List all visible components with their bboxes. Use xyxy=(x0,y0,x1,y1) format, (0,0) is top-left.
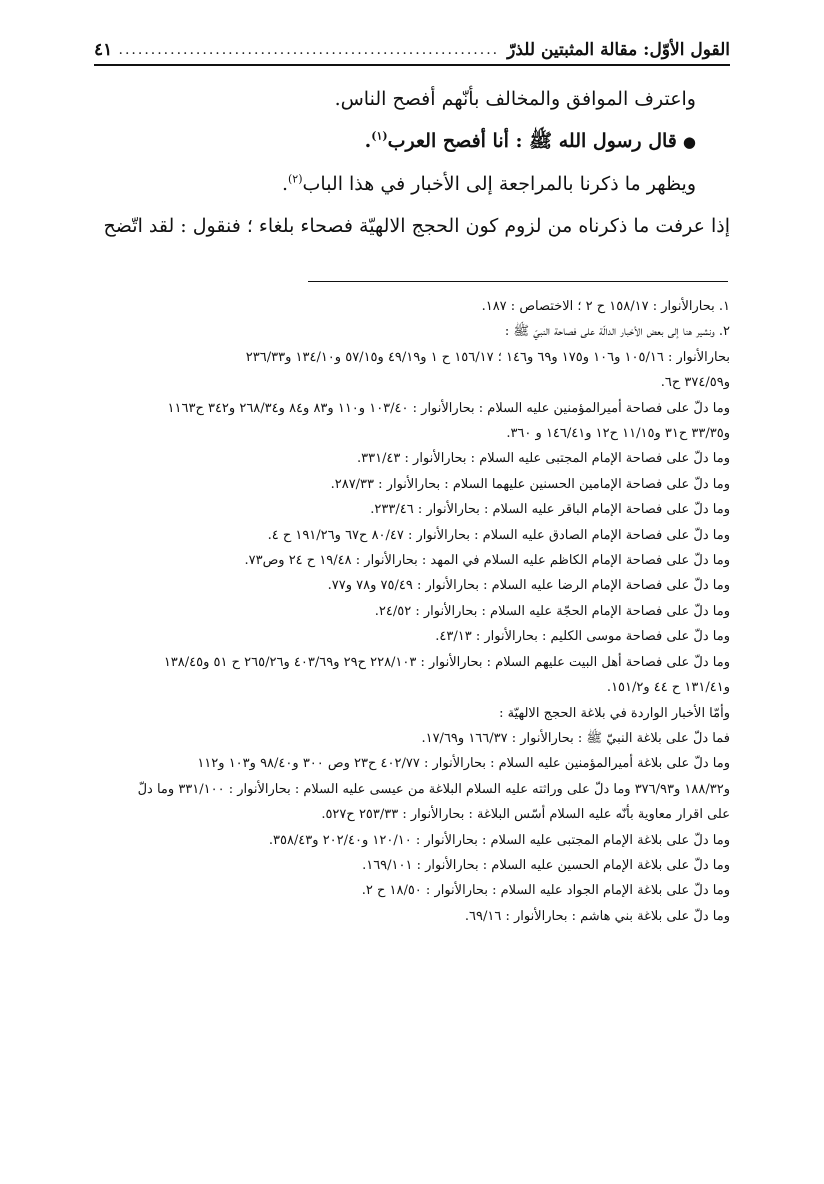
leader-dots xyxy=(116,42,499,58)
chapter-title: القول الأوّل: مقالة المثبتين للذرّ xyxy=(507,40,730,60)
text-line: واعترف الموافق والمخالف بأنّهم أفصح الناس. xyxy=(334,88,696,110)
footnote-line: وما دلّ على فصاحة الإمام المجتبى عليه السلام : بحارالأنوار : ٣٣١/٤٣. xyxy=(356,451,730,467)
footnotes xyxy=(94,294,730,929)
footnote-line: وما دلّ على بلاغة أميرالمؤمنين عليه السلام : بحارالأنوار : ٤٠٢/٧٧ ح٢٣ وص ٣٠٠ و٩٨/٤٠ و١٠٣ و١١٢ xyxy=(197,756,730,772)
footnote-line: وأمّا الأخبار الواردة في بلاغة الحجج الالهيّة : xyxy=(499,705,730,721)
running-header xyxy=(94,34,730,66)
footnote-line: على اقرار معاوية بأنّه عليه السلام أسّس البلاغة : بحارالأنوار : ٢٥٣/٣٣ ح٥٢٧. xyxy=(321,807,730,823)
footnote-line: و١٨٨/٣٢ و٣٧٦/٩٣ وما دلّ على وراثته عليه السلام البلاغة من عيسى عليه السلام : بحارالأنوار : ٣٣١/١٠٠ وما دلّ xyxy=(137,781,730,797)
footnote-ref[interactable]: (٢) xyxy=(288,172,303,186)
footnote-line: و٣٣/٣٥ ح٣١ و١١/١٥ ح١٢ و١٤٦/٤١ و ٣٦٠. xyxy=(506,426,730,442)
footnote-ref[interactable]: (١) xyxy=(371,129,388,143)
footnote-line: وما دلّ على بلاغة الإمام الحسين عليه السلام : بحارالأنوار : ١٦٩/١٠١. xyxy=(362,857,730,873)
bullet-icon: ● xyxy=(682,133,696,151)
footnote-line: ١. بحارالأنوار : ١٥٨/١٧ ح ٢ ؛ الاختصاص : ١٨٧. xyxy=(481,299,730,314)
hadith-line: ●قال رسول الله ﷺ : أنا أفصح العرب$^{(١)}$. xyxy=(364,129,696,152)
footnote-line: ٢. ونشير هنا إلى بعض الأخبار الدالّة على فصاحة النبيّ ﷺ : xyxy=(504,324,730,340)
footnote-line: وما دلّ على فصاحة الإمام الكاظم عليه السلام في المهد : بحارالأنوار : ١٩/٤٨ ح ٢٤ وص٧٣. xyxy=(244,553,730,569)
footnote-line: وما دلّ على فصاحة أهل البيت عليهم السلام : بحارالأنوار : ٢٢٨/١٠٣ ح٢٩ و٤٠٣/٦٩ و٢٦٥/٢٦ ح ٥١ و١٣٨/٤٥ xyxy=(163,654,730,670)
footnote-line: بحارالأنوار : ١٠٥/١٦ و١٠٦ و١٧٥ و٦٩ و١٤٦ ؛ ١٥٦/١٧ ح ١ و٤٩/١٩ و٥٧/١٥ و١٣٤/١٠ و٢٣٦/٣٣ xyxy=(245,349,730,365)
text-line: إذا عرفت ما ذكرناه من لزوم كون الحجج الالهيّة فصحاء بلغاء ؛ فنقول : لقد اتّضح xyxy=(103,215,730,237)
footnote-line: وما دلّ على فصاحة الإمام الحجّة عليه السلام : بحارالأنوار : ٢٤/٥٢. xyxy=(374,603,730,619)
page-number: ٤١ xyxy=(94,40,113,60)
footnote-line: وما دلّ على فصاحة الإمام الرضا عليه السلام : بحارالأنوار : ٧٥/٤٩ و٧٨ و٧٧. xyxy=(327,578,730,594)
footnote-line: وما دلّ على فصاحة أميرالمؤمنين عليه السلام : بحارالأنوار : ١٠٣/٤٠ و١١٠ و٨٣ و٨٤ و٢٦٨/٣٤ و٣٤٢ ح١١٦٣ xyxy=(167,400,730,416)
text-line: ويظهر ما ذكرنا بالمراجعة إلى الأخبار في هذا الباب$^{(٢)}$. xyxy=(281,172,696,195)
footnote-line: وما دلّ على بلاغة الإمام الجواد عليه السلام : بحارالأنوار : ١٨/٥٠ ح ٢. xyxy=(361,883,730,899)
footnote-line: و٣٧٤/٥٩ ح٦. xyxy=(660,375,730,391)
footnote-line: فما دلّ على بلاغة النبيّ ﷺ : بحارالأنوار : ١٦٦/٣٧ و١٧/٦٩. xyxy=(421,730,730,746)
footnote-line: وما دلّ على فصاحة موسى الكليم : بحارالأنوار : ٤٣/١٣. xyxy=(435,629,730,645)
footnote-line: وما دلّ على بلاغة بني هاشم : بحارالأنوار : ٦٩/١٦. xyxy=(464,908,730,924)
footnote-line: وما دلّ على بلاغة الإمام المجتبى عليه السلام : بحارالأنوار : ١٢٠/١٠ و٢٠٢/٤٠ و٣٥٨/٤٣. xyxy=(268,832,730,848)
footnote-line: وما دلّ على فصاحة الإمام الباقر عليه السلام : بحارالأنوار : ٢٣٣/٤٦. xyxy=(370,502,730,518)
footnote-line: وما دلّ على فصاحة الإمامين الحسنين عليهما السلام : بحارالأنوار : ٢٨٧/٣٣. xyxy=(330,476,730,492)
footnote-line: و١٣١/٤١ ح ٤٤ و١٥١/٢. xyxy=(606,680,730,696)
footnote-separator xyxy=(308,281,728,282)
main-text xyxy=(94,78,730,247)
footnote-line: وما دلّ على فصاحة الإمام الصادق عليه السلام : بحارالأنوار : ٨٠/٤٧ ح٦٧ و١٩١/٢٦ ح ٤. xyxy=(267,527,730,543)
